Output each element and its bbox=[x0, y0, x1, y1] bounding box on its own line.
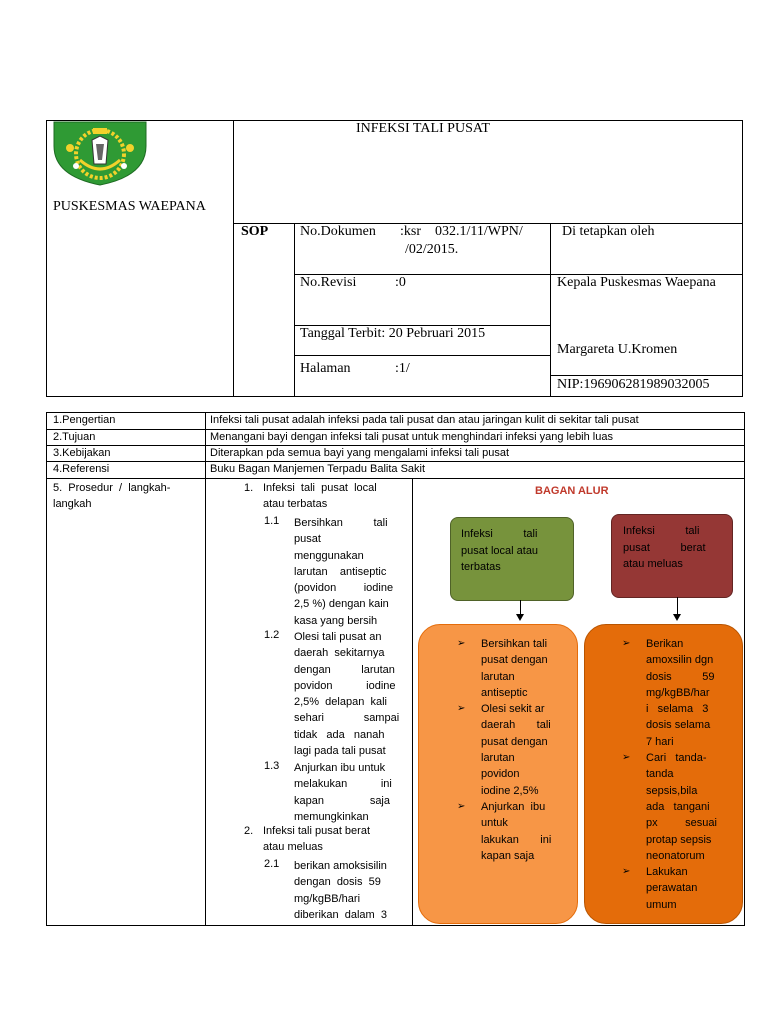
substep-line: Olesi tali pusat an bbox=[294, 631, 382, 643]
bullet-line: larutan bbox=[481, 670, 515, 683]
flow-bullet-item bbox=[622, 750, 728, 864]
bullet-line: protap sepsis bbox=[646, 833, 712, 846]
bullet-line: Lakukan bbox=[646, 866, 688, 879]
substep-line: kasa yang bersih bbox=[294, 614, 378, 627]
arrow-bullet-icon: ➢ bbox=[622, 638, 631, 649]
substep-line: 2,5 %) dengan kain bbox=[294, 598, 389, 611]
substep-line: memungkinkan bbox=[294, 810, 369, 823]
substep-line: povidon iodine bbox=[294, 679, 396, 692]
arrow-line bbox=[677, 597, 678, 614]
flow-title: BAGAN ALUR bbox=[535, 485, 609, 497]
substep-line: mg/kgBB/hari bbox=[294, 892, 361, 905]
bullet-line: dosis selama bbox=[646, 719, 711, 732]
step-text: atau terbatas bbox=[263, 498, 328, 510]
bullet-line: amoxsilin dgn bbox=[646, 654, 714, 667]
dokumen-value: :ksr 032.1/11/WPN/ bbox=[400, 224, 523, 239]
substep-2-1 bbox=[294, 858, 406, 923]
bullet-line: larutan bbox=[481, 752, 515, 765]
revisi-value: :0 bbox=[395, 275, 406, 290]
arrow-bullet-icon: ➢ bbox=[457, 800, 466, 812]
flow-bullet-item bbox=[457, 701, 561, 799]
substep-line: lagi pada tali pusat bbox=[294, 745, 386, 758]
substep-line: Bersihkan tali bbox=[294, 517, 388, 529]
bullet-line: umum bbox=[646, 898, 677, 911]
flow-bullet-item bbox=[622, 864, 728, 913]
kepala-name: Margareta U.Kromen bbox=[557, 342, 678, 357]
bullet-line: antiseptic bbox=[481, 686, 528, 699]
kebijakan-text: Diterapkan pda semua bayi yang mengalami infeksi tali pusat bbox=[210, 447, 509, 459]
bullet-line: kapan saja bbox=[481, 849, 535, 862]
bullet-line: lakukan ini bbox=[481, 833, 552, 846]
bullet-line: Berikan bbox=[646, 638, 684, 650]
bullet-line: ada tangani bbox=[646, 800, 710, 813]
ditetapkan-label: Di tetapkan oleh bbox=[562, 224, 655, 239]
substep-line: daerah sekitarnya bbox=[294, 647, 385, 660]
tujuan-text: Menangani bayi dengan infeksi tali pusat untuk menghindari infeksi yang lebih luas bbox=[210, 431, 613, 443]
substep-line: dengan dosis 59 bbox=[294, 876, 381, 889]
org-name: PUSKESMAS WAEPANA bbox=[53, 199, 206, 214]
substep-line: melakukan ini bbox=[294, 778, 392, 791]
referensi-label: 4.Referensi bbox=[53, 463, 110, 475]
tujuan-label: 2.Tujuan bbox=[53, 431, 96, 443]
step-text: atau meluas bbox=[263, 841, 323, 853]
step-text: Infeksi tali pusat berat bbox=[263, 825, 371, 837]
bullet-line: perawatan bbox=[646, 882, 698, 895]
arrow-line bbox=[520, 600, 521, 614]
flow-bullet-item bbox=[457, 636, 561, 701]
kebijakan-label: 3.Kebijakan bbox=[53, 447, 111, 459]
substep-line: diberikan dalam 3 bbox=[294, 908, 387, 921]
revisi-label: No.Revisi bbox=[300, 275, 357, 290]
substep-number: 1.1 bbox=[264, 515, 280, 527]
pengertian-text: Infeksi tali pusat adalah infeksi pada tali pusat dan atau jaringan kulit di sekitar tali pusat bbox=[210, 414, 639, 426]
substep-line: berikan amoksisilin bbox=[294, 860, 387, 872]
puskesmas-emblem-icon bbox=[52, 120, 148, 186]
arrow-down-icon bbox=[516, 614, 524, 621]
dokumen-label: No.Dokumen bbox=[300, 224, 376, 239]
substep-line: kapan saja bbox=[294, 794, 390, 807]
substep-line: (povidon iodine bbox=[294, 582, 394, 595]
step-number: 2. bbox=[244, 825, 254, 837]
step-text: Infeksi tali pusat local bbox=[263, 482, 377, 494]
flow-bullet-item bbox=[622, 636, 728, 750]
arrow-bullet-icon: ➢ bbox=[622, 866, 631, 878]
step-number: 1. bbox=[244, 482, 254, 494]
box-infeksi-berat bbox=[611, 514, 733, 598]
substep-line: dengan larutan bbox=[294, 663, 395, 676]
bullet-line: pusat dengan bbox=[481, 735, 548, 748]
substep-1-1 bbox=[294, 515, 406, 629]
bullet-line: Cari tanda- bbox=[646, 752, 707, 765]
bullet-line: povidon bbox=[481, 768, 520, 781]
box-line: Infeksi tali bbox=[461, 528, 538, 540]
box-line: pusat berat bbox=[623, 541, 706, 554]
referensi-text: Buku Bagan Manjemen Terpadu Balita Sakit bbox=[210, 463, 426, 475]
box-line: terbatas bbox=[461, 561, 501, 573]
arrow-bullet-icon: ➢ bbox=[622, 752, 631, 764]
bullet-line: Anjurkan ibu bbox=[481, 800, 546, 813]
bullet-line: mg/kgBB/har bbox=[646, 686, 710, 699]
substep-number: 2.1 bbox=[264, 858, 280, 870]
prosedur-label-2: langkah bbox=[53, 498, 92, 510]
bullet-line: sepsis,bila bbox=[646, 784, 698, 797]
nip: NIP:196906281989032005 bbox=[557, 377, 710, 392]
halaman-label: Halaman bbox=[300, 361, 351, 376]
substep-number: 1.2 bbox=[264, 629, 280, 641]
substep-line: tidak ada nanah bbox=[294, 728, 385, 741]
box-tindakan-berat bbox=[584, 624, 743, 924]
bullet-line: neonatorum bbox=[646, 849, 705, 862]
bullet-line: daerah tali bbox=[481, 719, 551, 732]
bullet-line: iodine 2,5% bbox=[481, 784, 539, 797]
box-tindakan-local bbox=[418, 624, 578, 924]
substep-line: pusat bbox=[294, 533, 321, 546]
substep-number: 1.3 bbox=[264, 760, 280, 772]
substep-1-2 bbox=[294, 629, 406, 759]
halaman-value: :1/ bbox=[395, 361, 410, 376]
box-line: pusat local atau bbox=[461, 544, 539, 557]
bullet-line: pusat dengan bbox=[481, 654, 548, 667]
bullet-line: dosis 59 bbox=[646, 670, 715, 683]
substep-line: larutan antiseptic bbox=[294, 565, 387, 578]
bullet-line: 7 hari bbox=[646, 735, 674, 748]
kepala-label: Kepala Puskesmas Waepana bbox=[557, 275, 716, 290]
arrow-down-icon bbox=[673, 614, 681, 621]
bullet-line: Bersihkan tali bbox=[481, 638, 548, 650]
flow-bullet-item bbox=[457, 799, 561, 864]
substep-line: Anjurkan ibu untuk bbox=[294, 762, 386, 774]
substep-line: menggunakan bbox=[294, 549, 364, 562]
arrow-bullet-icon: ➢ bbox=[457, 703, 466, 715]
pengertian-label: 1.Pengertian bbox=[53, 414, 116, 426]
dokumen-value-2: /02/2015. bbox=[405, 242, 459, 257]
substep-1-3 bbox=[294, 760, 406, 825]
arrow-bullet-icon: ➢ bbox=[457, 638, 466, 649]
substep-line: sehari sampai bbox=[294, 712, 400, 725]
bullet-line: tanda bbox=[646, 768, 674, 781]
bullet-line: Olesi sekit ar bbox=[481, 703, 545, 716]
box-line: Infeksi tali bbox=[623, 525, 700, 537]
box-infeksi-local bbox=[450, 517, 574, 601]
bullet-line: px sesuai bbox=[646, 817, 717, 830]
prosedur-label: 5. Prosedur / langkah- bbox=[53, 482, 171, 494]
box-line: atau meluas bbox=[623, 558, 683, 570]
bullet-line: untuk bbox=[481, 817, 508, 830]
document-title: INFEKSI TALI PUSAT bbox=[356, 121, 490, 136]
substep-line: 2,5% delapan kali bbox=[294, 696, 387, 709]
bullet-line: i selama 3 bbox=[646, 703, 709, 716]
sop-label: SOP bbox=[241, 224, 269, 239]
tanggal-terbit: Tanggal Terbit: 20 Pebruari 2015 bbox=[300, 326, 486, 341]
